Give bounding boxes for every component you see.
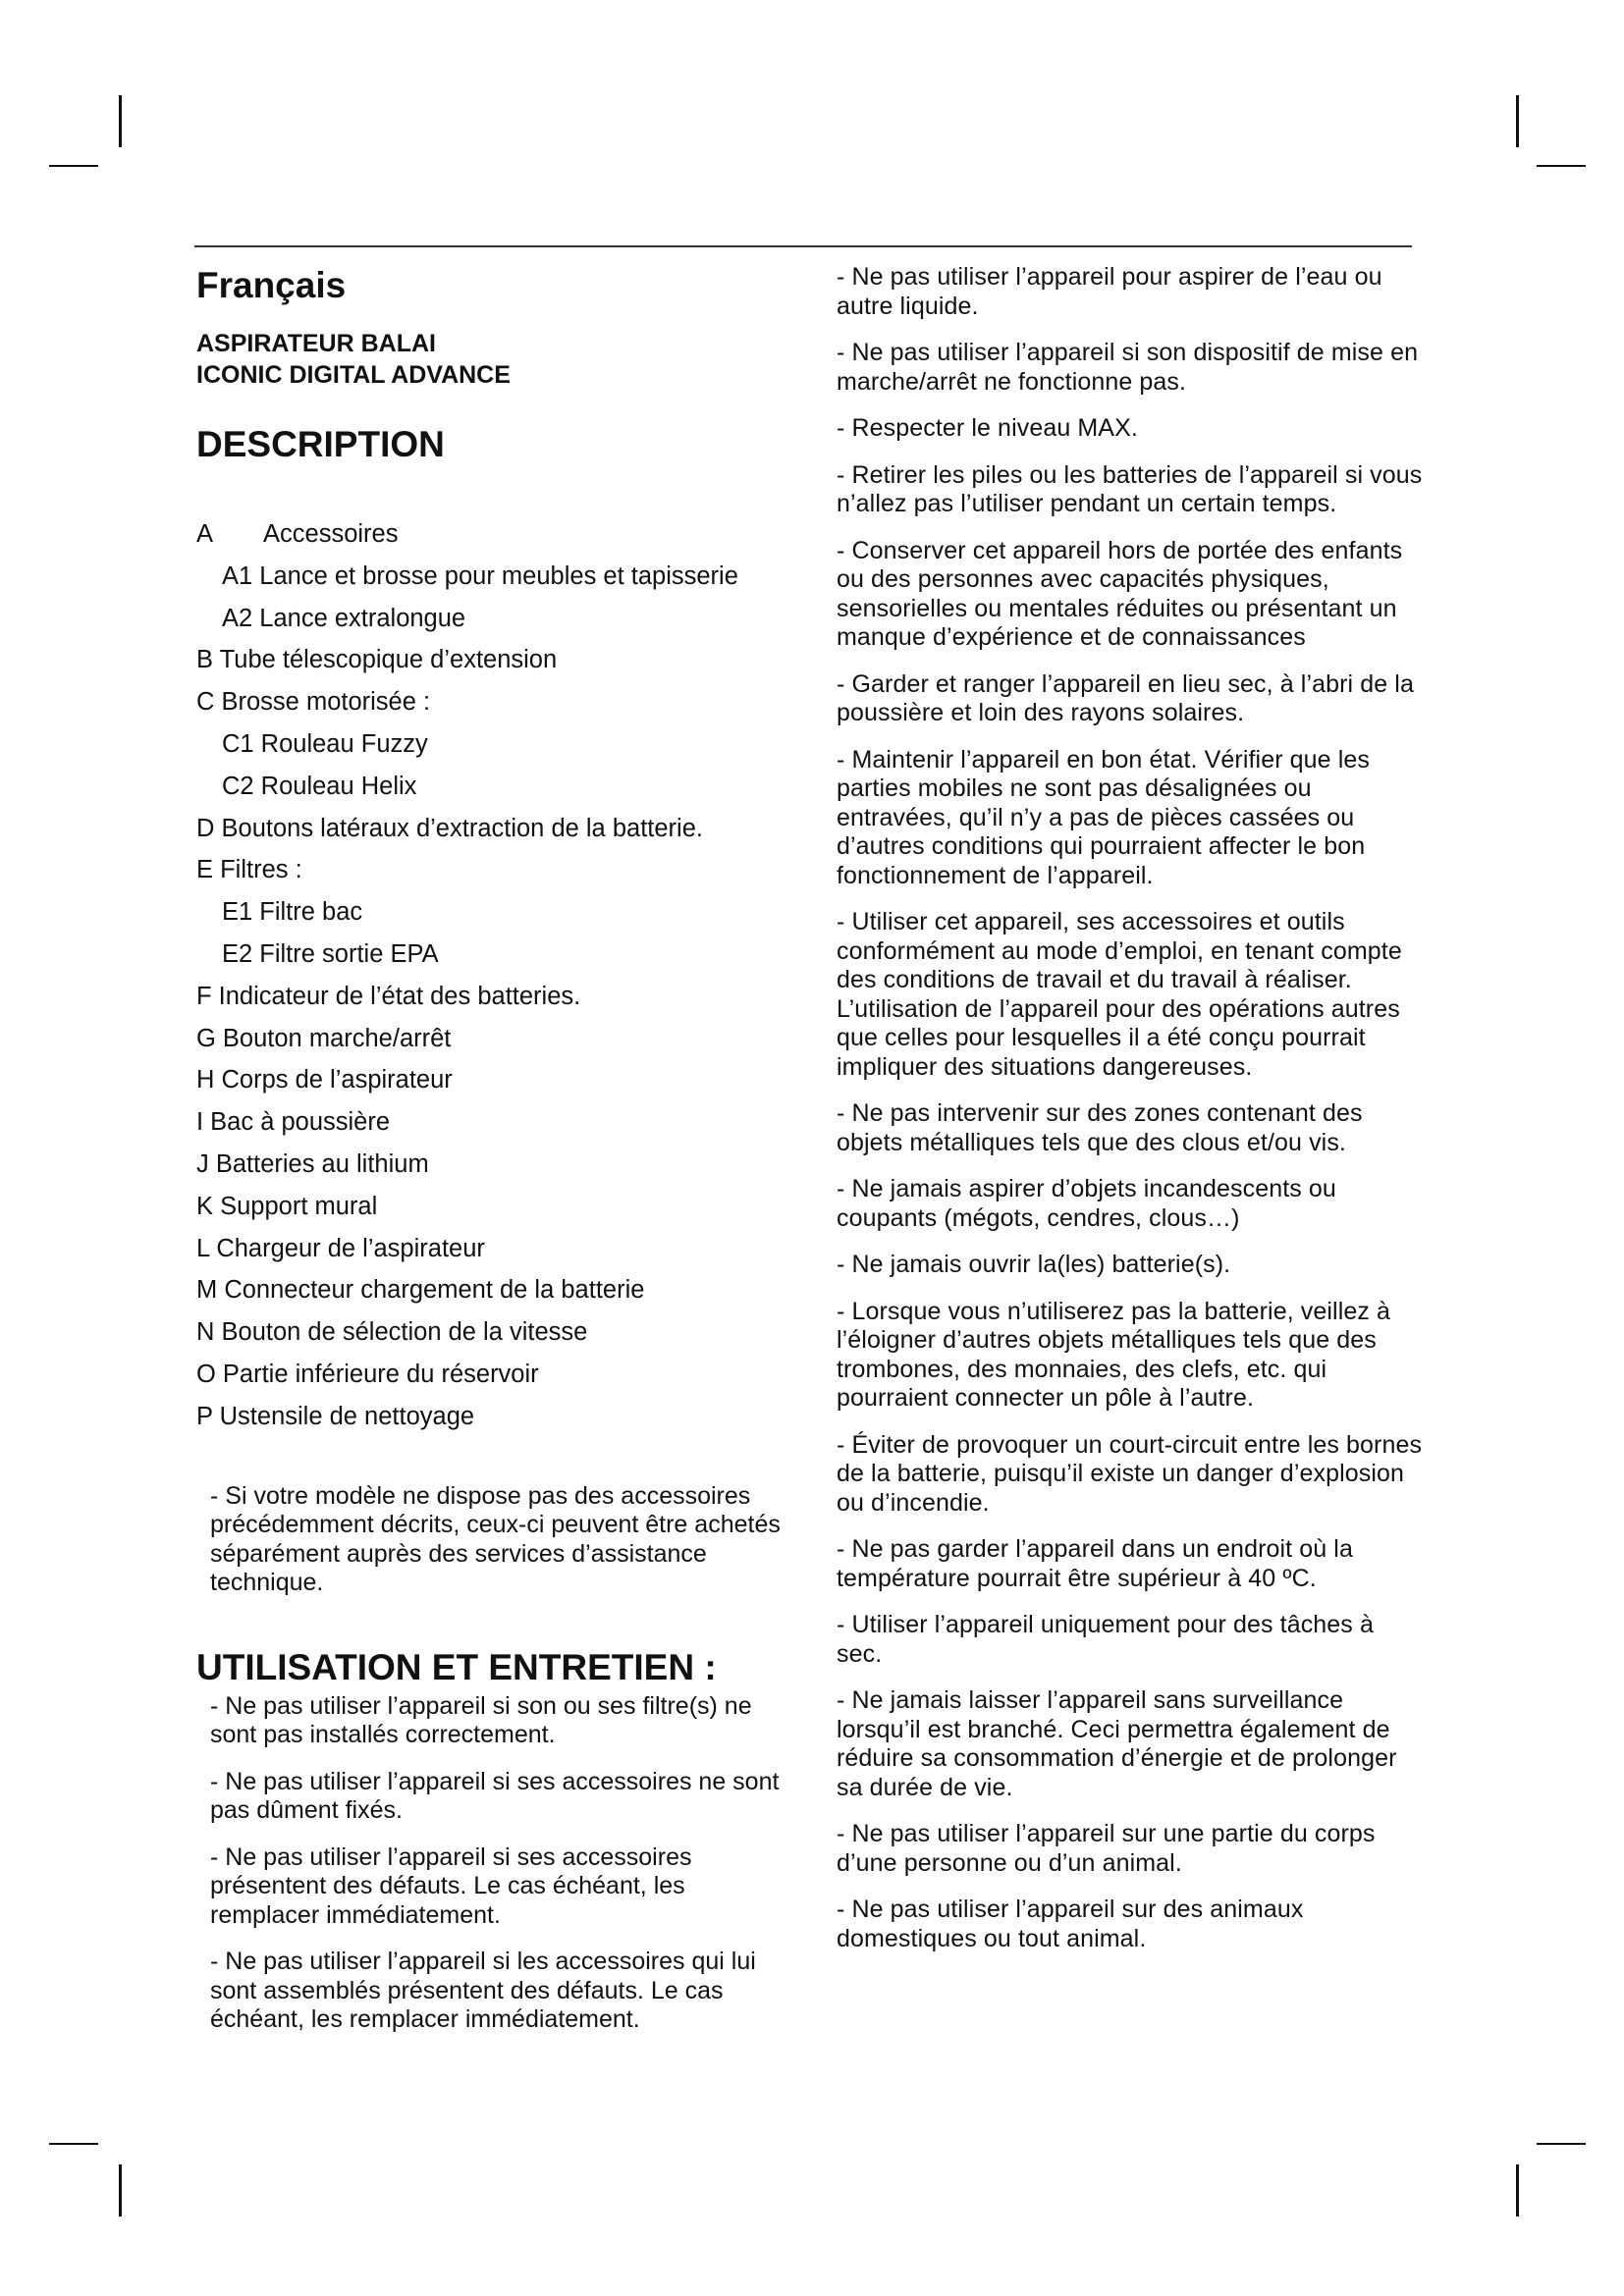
crop-mark-bottom-left-vertical — [119, 2164, 122, 2216]
usage-paragraph: - Ne pas garder l’appareil dans un endroit où la température pourrait être supérieur à 40 ºC. — [837, 1535, 1353, 1592]
usage-left-paragraphs — [196, 1692, 785, 2035]
product-line-2: ICONIC DIGITAL ADVANCE — [196, 361, 511, 389]
description-item-letter: A — [196, 520, 214, 548]
crop-mark-top-right-vertical — [1516, 95, 1519, 147]
description-item: I Bac à poussière — [196, 1108, 391, 1137]
usage-paragraph: - Ne pas utiliser l’appareil si ses accessoires présentent des défauts. Le cas échéant, les remplacer immédiatement. — [210, 1842, 692, 1929]
usage-paragraph: - Retirer les piles ou les batteries de l’appareil si vous n’allez pas l’utiliser pendant un certain temps. — [837, 460, 1423, 517]
description-item-label: Accessoires — [263, 520, 399, 548]
crop-mark-top-right-horizontal — [1537, 165, 1586, 167]
usage-paragraph: - Ne pas utiliser l’appareil si son dispositif de mise en marche/arrêt ne fonctionne pas. — [837, 339, 1419, 396]
description-item: A1 Lance et brosse pour meubles et tapisserie — [222, 561, 738, 590]
description-item: O Partie inférieure du réservoir — [196, 1360, 539, 1388]
usage-paragraph: - Ne pas utiliser l’appareil si son ou ses filtre(s) ne sont pas installés correctement. — [210, 1691, 752, 1749]
usage-paragraph: - Garder et ranger l’appareil en lieu sec, à l’abri de la poussière et loin des rayons solaires. — [837, 669, 1414, 726]
description-item: F Indicateur de l’état des batteries. — [196, 982, 581, 1010]
usage-paragraph: - Ne jamais laisser l’appareil sans surveillance lorsqu’il est branché. Ceci permettra également de réduire sa consommation d’énergie et de prolonger sa durée de vie. — [837, 1686, 1397, 1801]
usage-paragraph: - Ne pas utiliser l’appareil sur des animaux domestiques ou tout animal. — [837, 1896, 1304, 1952]
usage-paragraph: - Ne pas utiliser l’appareil pour aspirer de l’eau ou autre liquide. — [837, 263, 1382, 320]
description-item: M Connecteur chargement de la batterie — [196, 1276, 645, 1305]
description-heading: DESCRIPTION — [196, 424, 445, 464]
usage-paragraph: - Ne pas utiliser l’appareil si ses accessoires ne sont pas dûment fixés. — [210, 1767, 780, 1825]
language-title: Français — [196, 265, 347, 305]
usage-heading: UTILISATION ET ENTRETIEN : — [196, 1646, 717, 1687]
usage-paragraph: - Utiliser cet appareil, ses accessoires et outils conformément au mode d’emploi, en tenant compte des conditions de travail et du travail à réaliser. L’utilisation de l’appareil pour des opérations autres que celles pour lesquelles il a été conçu pourrait impliquer des situations dangereuses. — [837, 908, 1402, 1081]
usage-paragraph: - Maintenir l’appareil en bon état. Vérifier que les parties mobiles ne sont pas désalignées ou entravées, qu’il n’y a pas de pièces cassées ou d’autres conditions qui pourraient affecter le bon fonctionnement de l’appareil. — [837, 745, 1370, 889]
description-item: E2 Filtre sortie EPA — [222, 939, 439, 968]
description-item: P Ustensile de nettoyage — [196, 1402, 475, 1430]
accessories-note: - Si votre modèle ne dispose pas des accessoires précédemment décrits, ceux-ci peuvent être achetés séparément auprès des services d’assistance technique. — [210, 1481, 781, 1597]
description-item: E Filtres : — [196, 856, 302, 884]
description-item: C2 Rouleau Helix — [222, 772, 417, 800]
right-column — [837, 263, 1426, 1971]
description-item: C1 Rouleau Fuzzy — [222, 729, 428, 758]
usage-paragraph: - Conserver cet appareil hors de portée des enfants ou des personnes avec capacités physiques, sensorielles ou mentales réduites ou présentant un manque d’expérience et de connaissances — [837, 536, 1403, 651]
crop-mark-bottom-right-vertical — [1516, 2164, 1519, 2216]
description-item — [196, 513, 785, 556]
product-name — [196, 328, 785, 391]
usage-paragraph: - Ne jamais ouvrir la(les) batterie(s). — [837, 1251, 1231, 1278]
usage-paragraph: - Utiliser l’appareil uniquement pour des tâches à sec. — [837, 1611, 1374, 1668]
description-item: N Bouton de sélection de la vitesse — [196, 1318, 588, 1347]
description-item: E1 Filtre bac — [222, 898, 363, 927]
description-item: J Batteries au lithium — [196, 1149, 429, 1178]
left-column — [196, 263, 785, 2053]
description-item: K Support mural — [196, 1192, 378, 1220]
usage-paragraph: - Lorsque vous n’utiliserez pas la batterie, veillez à l’éloigner d’autres objets métalliques tels que des trombones, des monnaies, des clefs, etc. qui pourraient connecter un pôle à l’autre. — [837, 1297, 1391, 1412]
usage-paragraph: - Ne pas utiliser l’appareil sur une partie du corps d’une personne ou d’un animal. — [837, 1820, 1376, 1877]
product-line-1: ASPIRATEUR BALAI — [196, 330, 436, 357]
description-item: L Chargeur de l’aspirateur — [196, 1234, 485, 1262]
description-item: B Tube télescopique d’extension — [196, 646, 558, 674]
crop-mark-bottom-right-horizontal — [1537, 2143, 1586, 2145]
description-list — [196, 513, 785, 1438]
usage-paragraph: - Ne jamais aspirer d’objets incandescents ou coupants (mégots, cendres, clous…) — [837, 1175, 1336, 1232]
description-item: G Bouton marche/arrêt — [196, 1024, 452, 1052]
usage-paragraph: - Éviter de provoquer un court-circuit entre les bornes de la batterie, puisqu’il existe un danger d’explosion ou d’incendie. — [837, 1430, 1423, 1517]
usage-paragraph: - Ne pas utiliser l’appareil si les accessoires qui lui sont assemblés présentent des défauts. Le cas échéant, les remplacer immédiatement. — [210, 1948, 756, 2034]
description-item: A2 Lance extralongue — [222, 604, 466, 632]
usage-paragraph: - Respecter le niveau MAX. — [837, 414, 1138, 442]
usage-paragraph: - Ne pas intervenir sur des zones contenant des objets métalliques tels que des clous et/ou vis. — [837, 1099, 1363, 1156]
crop-mark-top-left-vertical — [119, 95, 122, 147]
description-item: C Brosse motorisée : — [196, 688, 431, 717]
crop-mark-top-left-horizontal — [49, 165, 98, 167]
description-item: D Boutons latéraux d’extraction de la batterie. — [196, 814, 703, 842]
description-item: H Corps de l’aspirateur — [196, 1066, 453, 1095]
crop-mark-bottom-left-horizontal — [49, 2143, 98, 2145]
header-rule — [194, 245, 1412, 247]
